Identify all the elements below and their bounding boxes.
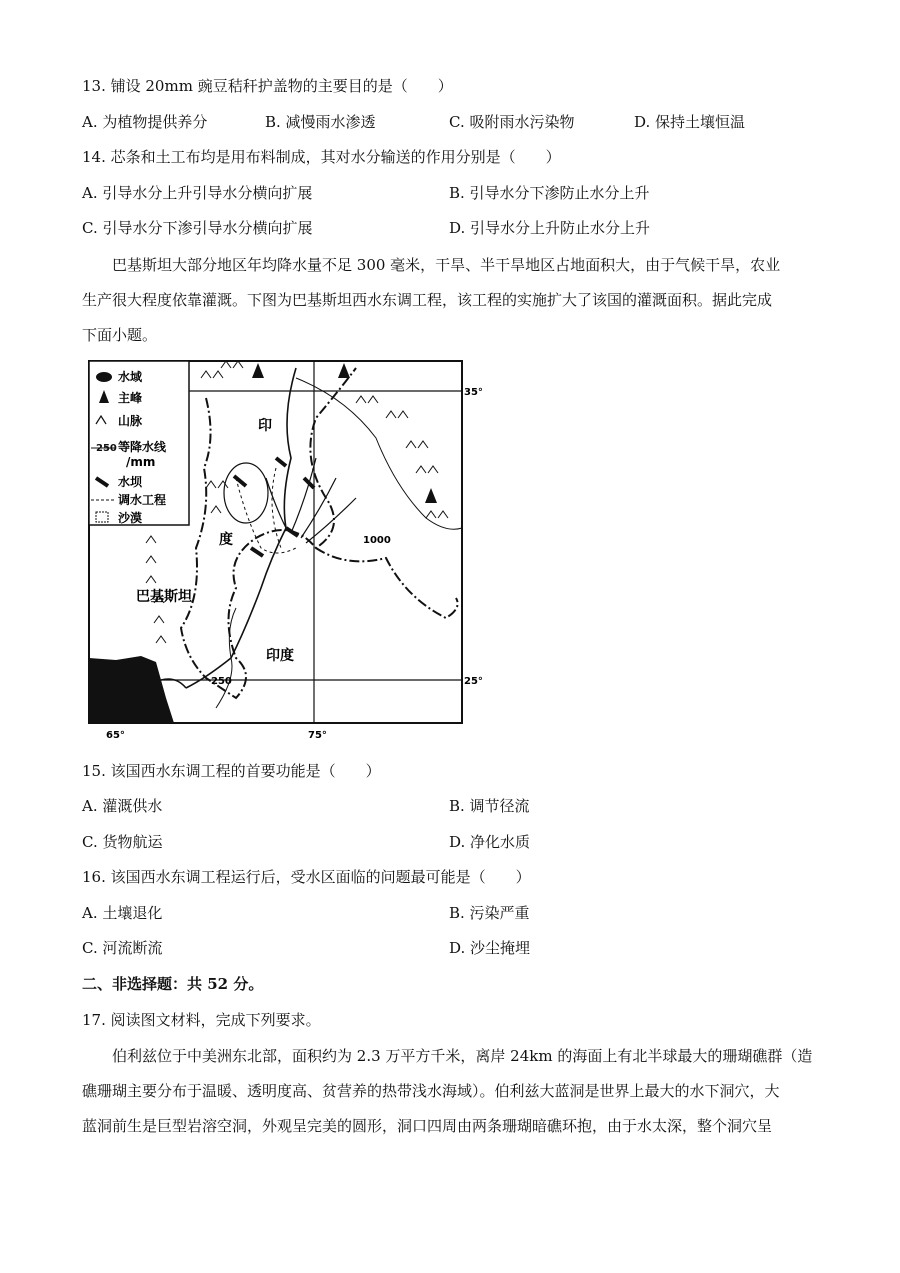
q15-option-d: D. 净化水质 [449, 833, 531, 851]
dam-2 [276, 458, 286, 466]
q14-option-a: A. 引导水分上升引导水分横向扩展 [82, 184, 313, 202]
legend-transfer: 调水工程 [118, 493, 167, 507]
question-17-stem: 17. 阅读图文材料，完成下列要求。 [82, 1011, 321, 1029]
border-line-east [316, 548, 458, 618]
legend-dam: 水坝 [118, 475, 143, 489]
lon-65: 65° [106, 730, 125, 741]
water-legend-icon [96, 372, 112, 382]
lat-35: 35° [464, 387, 483, 398]
tributary-1 [266, 478, 286, 528]
legend-water: 水域 [118, 370, 143, 384]
dam-1 [234, 476, 246, 486]
lon-75: 75° [308, 730, 327, 741]
q16-option-b: B. 污染严重 [449, 904, 530, 922]
lat-25: 25° [464, 676, 483, 687]
peak-icon [425, 488, 437, 503]
isoline-label-250: 250 [211, 676, 232, 687]
isoline-250 [216, 608, 236, 708]
legend-isoline-unit: /mm [126, 455, 156, 469]
peak-icon [252, 363, 264, 378]
q14-option-b: B. 引导水分下渗防止水分上升 [449, 184, 650, 202]
q15-option-b: B. 调节径流 [449, 797, 530, 815]
intro-line-3: 下面小题。 [82, 326, 158, 344]
q13-option-d: D. 保持土壤恒温 [634, 113, 746, 131]
label-du: 度 [219, 532, 233, 548]
peak-icon [338, 363, 350, 378]
q15-option-c: C. 货物航运 [82, 833, 163, 851]
isoline-label-1000: 1000 [363, 535, 391, 546]
intro-line-2: 生产很大程度依靠灌溉。下图为巴基斯坦西水东调工程，该工程的实施扩大了该国的灌溉面积。据此完成 [82, 291, 773, 309]
label-pakistan: 巴基斯坦 [136, 589, 192, 605]
legend-desert: 沙漠 [118, 511, 143, 525]
arabian-sea-water [89, 656, 174, 723]
label-yin: 印 [258, 418, 272, 434]
legend-isoline-value: 250 [96, 443, 117, 454]
q17-line-2: 礁珊瑚主要分布于温暖、透明度高、贫营养的热带浅水海域）。伯利兹大蓝洞是世界上最大的水下洞穴，大 [82, 1082, 780, 1100]
q13-option-c: C. 吸附雨水污染物 [449, 113, 575, 131]
q16-option-a: A. 土壤退化 [82, 904, 163, 922]
intro-line-1: 巴基斯坦大部分地区年均降水量不足 300 毫米，干旱、半干旱地区占地面积大，由于气候干旱，农业 [112, 256, 781, 274]
q14-option-c: C. 引导水分下渗引导水分横向扩展 [82, 219, 313, 237]
q13-option-a: A. 为植物提供养分 [82, 113, 208, 131]
question-16-stem: 16. 该国西水东调工程运行后，受水区面临的问题最可能是（ ） [82, 868, 531, 886]
transfer-project [236, 478, 296, 553]
legend-peak: 主峰 [118, 391, 143, 405]
q16-option-c: C. 河流断流 [82, 939, 163, 957]
question-14-stem: 14. 芯条和土工布均是用布料制成，其对水分输送的作用分别是（ ） [82, 148, 561, 166]
dam-5 [304, 478, 314, 488]
label-india: 印度 [266, 648, 294, 664]
legend-mountain: 山脉 [118, 414, 143, 428]
q15-option-a: A. 灌溉供水 [82, 797, 163, 815]
question-13-stem: 13. 铺设 20mm 豌豆秸秆护盖物的主要目的是（ ） [82, 77, 453, 95]
desert-area [224, 463, 268, 523]
q13-option-b: B. 减慢雨水渗透 [265, 113, 376, 131]
q16-option-d: D. 沙尘掩埋 [449, 939, 531, 957]
legend-isoline: 等降水线 [118, 440, 167, 454]
section-2-title: 二、非选择题：共 52 分。 [82, 975, 264, 993]
dam-4 [251, 548, 263, 556]
question-15-stem: 15. 该国西水东调工程的首要功能是（ ） [82, 762, 381, 780]
pakistan-water-transfer-map [86, 358, 486, 743]
q14-option-d: D. 引导水分上升防止水分上升 [449, 219, 651, 237]
q17-line-1: 伯利兹位于中美洲东北部，面积约为 2.3 万平方千米，离岸 24km 的海面上有北半球最大的珊瑚礁群（造 [112, 1047, 813, 1065]
q17-line-3: 蓝洞前生是巨型岩溶空洞，外观呈完美的圆形，洞口四周由两条珊瑚暗礁环抱，由于水太深，整个洞穴呈 [82, 1117, 773, 1135]
